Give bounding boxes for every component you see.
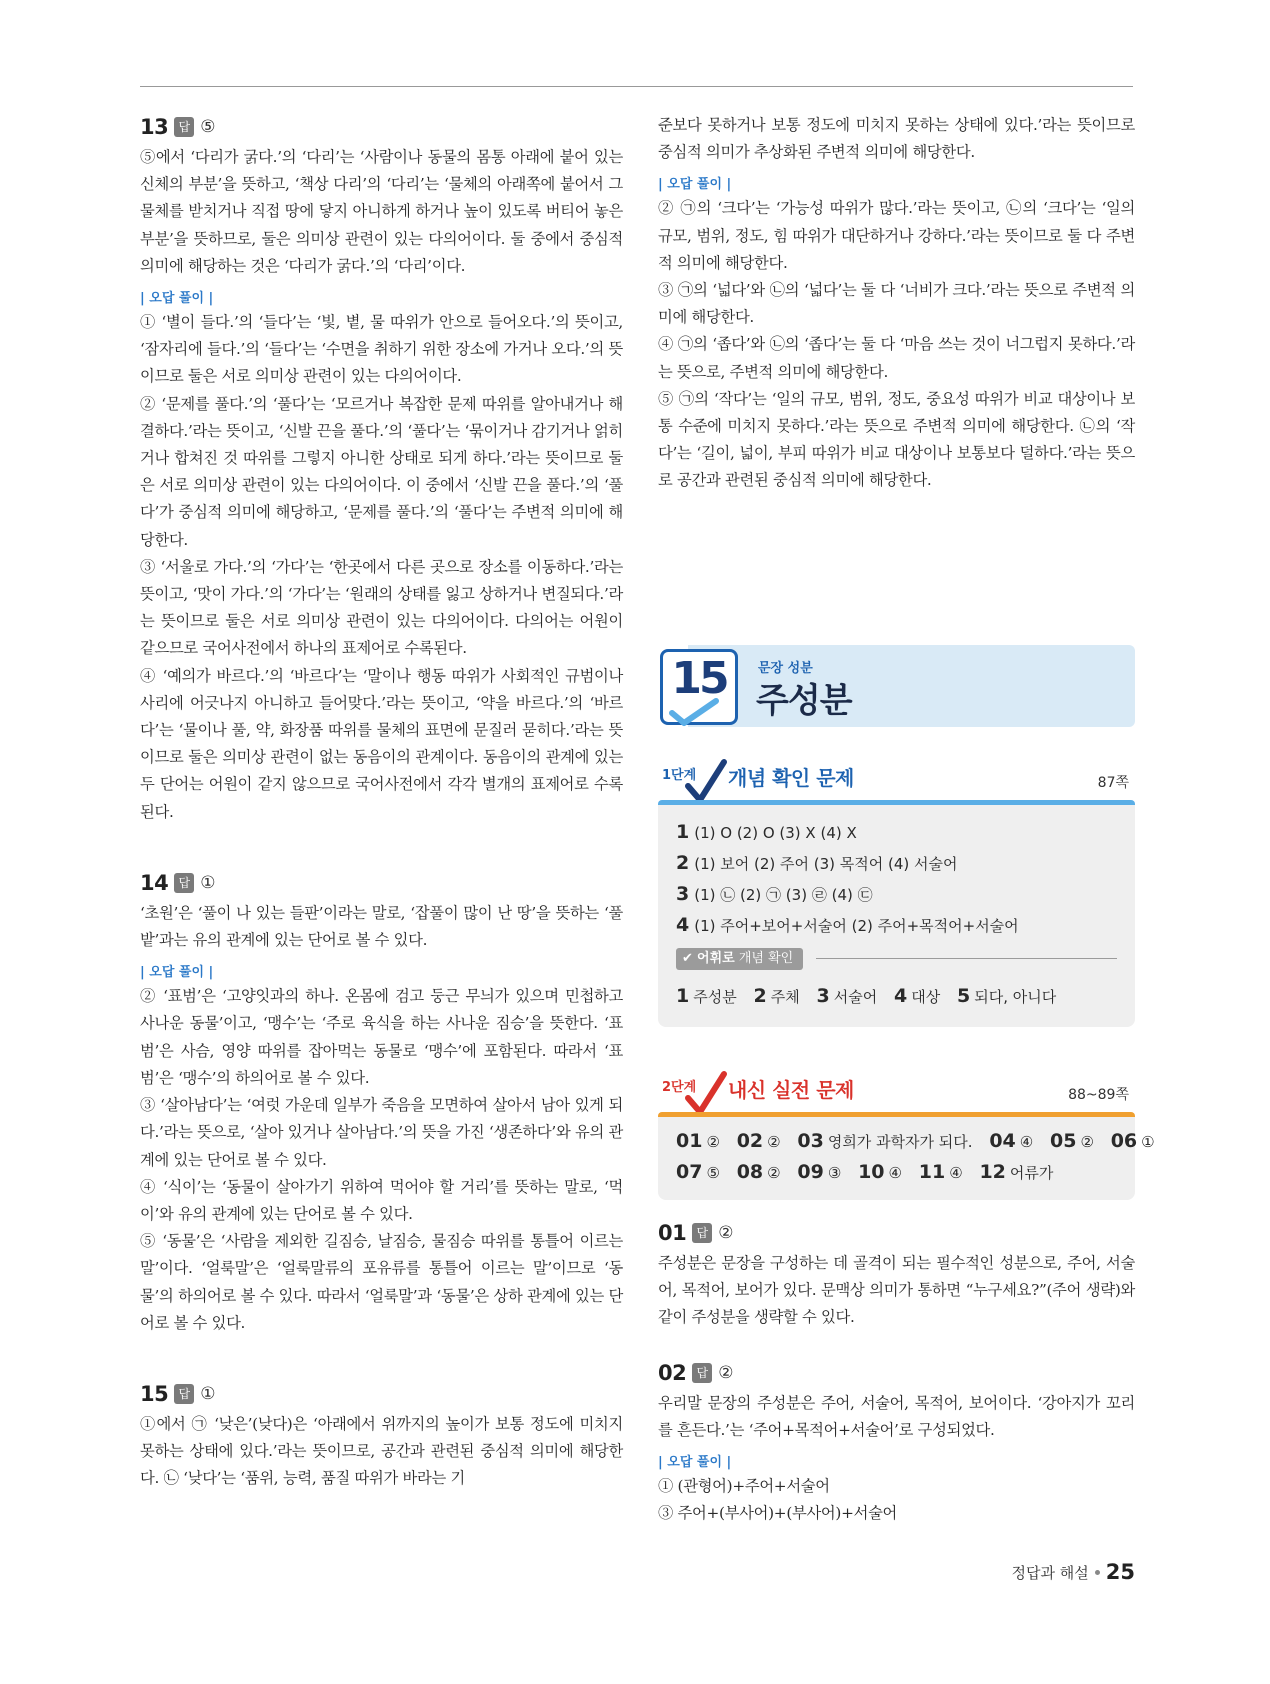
stage-title: 내신 실전 문제 (728, 1078, 854, 1102)
wrong-answer-item: ③ ‘서울로 가다.’의 ‘가다’는 ‘한곳에서 다른 곳으로 장소를 이동하다.’라는 뜻이고, ‘맛이 가다.’의 ‘가다’는 ‘원래의 상태를 잃고 상하거나 변질되다.’라는 뜻이므로 둘은 서로 의미상 관련이 있는 다의어이다. 다의어는 어원이 같으므로 국어사전에서 하나의 표제어로 수록된다. (140, 557, 623, 658)
right-column-bottom (658, 1218, 1135, 1527)
answer-line: 1 (1) O (2) O (3) X (4) X (676, 821, 857, 843)
wrong-answer-item: ② ‘문제를 풀다.’의 ‘풀다’는 ‘모르거나 복잡한 문제 따위를 알아내거나 해결하다.’라는 뜻이고, ‘신발 끈을 풀다.’의 ‘풀다’는 ‘묶이거나 감기거나 얽히거나 합쳐진 것 따위를 그렇지 아니한 상태로 되게 하다.’라는 뜻이므로 둘은 서로 의미상 관련이 있는 다의어이다. 이 중에서 ‘신발 끈을 풀다.’의 ‘풀다’가 중심적 의미에 해당하고, ‘문제를 풀다.’의 ‘풀다’는 주변적 의미에 해당한다. (140, 394, 623, 549)
section-number: 15 (671, 653, 727, 704)
stage-title: 개념 확인 문제 (728, 766, 854, 790)
footer-label: 정답과 해설 (1011, 1563, 1089, 1582)
explanation: ‘초원’은 ‘풀이 나 있는 들판’이라는 말로, ‘잡풀이 많이 난 땅’을 뜻하는 ‘풀밭’과는 유의 관계에 있는 단어로 볼 수 있다. (140, 903, 623, 950)
stage-2-answer-box (658, 1112, 1155, 1200)
vocab-answer-line: 1 주성분 2 주체 3 서술어 4 대상 5 되다, 아니다 (676, 985, 1057, 1007)
wrong-answer-item: ① (관형어)+주어+서술어 (658, 1477, 830, 1496)
answer-line: 2 (1) 보어 (2) 주어 (3) 목적어 (4) 서술어 (676, 852, 958, 874)
wrong-answer-item: ⑤ ㉠의 ‘작다’는 ‘일의 규모, 범위, 정도, 중요성 따위가 비교 대상이나 보통 수준에 미치지 못하다.’라는 뜻으로 주변적 의미에 해당한다. ㉡의 ‘작다’는 ‘길이, 넓이, 부피 따위가 비교 대상이나 보통보다 덜하다.’라는 뜻으로 공간과 관련된 중심적 의미에 해당한다. (658, 389, 1135, 490)
answer-value: ① (200, 872, 216, 893)
section-banner (658, 645, 1135, 727)
page-number: 25 (1105, 1560, 1135, 1584)
answer-line: 4 (1) 주어+보어+서술어 (2) 주어+목적어+서술어 (676, 914, 1019, 936)
explanation: ①에서 ㉠ ‘낮은’(낮다)은 ‘아래에서 위까지의 높이가 보통 정도에 미치지 못하는 상태에 있다.’라는 뜻이므로, 공간과 관련된 중심적 의미에 해당한다. ㉡ ‘낮다’는 ‘품위, 능력, 품질 따위가 바라는 기 (140, 1414, 623, 1488)
section-subtitle: 문장 성분 (758, 661, 813, 676)
check-circle-icon: ✔ (682, 951, 693, 966)
stage-2-header (658, 1070, 1135, 1114)
stage-label: 2단계 (662, 1080, 697, 1095)
page-reference: 87쪽 (1097, 775, 1129, 791)
answer-value: ⑤ (200, 117, 216, 137)
check-icon (668, 697, 720, 727)
question-15-header (140, 1379, 623, 1409)
wrong-answer-item: ④ ㉠의 ‘좁다’와 ㉡의 ‘좁다’는 둘 다 ‘마음 쓰는 것이 너그럽지 못하다.’라는 뜻으로, 주변적 의미에 해당한다. (658, 335, 1135, 381)
question-number: 02 (658, 1360, 687, 1385)
top-rule (140, 86, 1133, 87)
answer-badge: 답 (174, 117, 194, 137)
answer-badge: 답 (692, 1363, 712, 1383)
stage-label: 1단계 (662, 768, 697, 783)
wrong-answer-label: | 오답 풀이 | (140, 291, 214, 307)
explanation: 우리말 문장의 주성분은 주어, 서술어, 목적어, 보어이다. ‘강아지가 꼬리를 흔든다.’는 ‘주어+목적어+서술어’로 구성되었다. (658, 1393, 1135, 1439)
wrong-answer-item: ③ ㉠의 ‘넓다’와 ㉡의 ‘넓다’는 둘 다 ‘너비가 크다.’라는 뜻으로 주변적 의미에 해당한다. (658, 281, 1135, 327)
answer-line: 07 ⑤ 08 ② 09 ③ 10 ④ 11 ④ 12 어류가 (676, 1161, 1054, 1183)
wrong-answer-item: ③ ‘살아남다’는 ‘여럿 가운데 일부가 죽음을 모면하여 살아서 남아 있게 되다.’라는 뜻으로, ‘살아 있거나 살아남다.’의 뜻을 가진 ‘생존하다’와 유의 관계에 있는 단어로 볼 수 있다. (140, 1096, 623, 1169)
wrong-answer-item: ② ㉠의 ‘크다’는 ‘가능성 따위가 많다.’라는 뜻이고, ㉡의 ‘크다’는 ‘일의 규모, 범위, 정도, 힘 따위가 대단하거나 강하다.’라는 뜻이므로 둘 다 주변적 의미에 해당한다. (658, 199, 1135, 272)
answer-badge: 답 (692, 1223, 712, 1243)
wrong-answer-label: | 오답 풀이 | (658, 177, 732, 193)
wrong-answer-item: ④ ‘예의가 바르다.’의 ‘바르다’는 ‘말이나 행동 따위가 사회적인 규범이나 사리에 어긋나지 아니하고 들어맞다.’라는 뜻이고, ‘약을 바르다.’의 ‘바르다’는 ‘물이나 풀, 약, 화장품 따위를 물체의 표면에 문질러 묻히다.’라는 뜻이므로 둘은 의미상 관련이 없는 동음이의 관계이다. 동음이의 관계에 있는 두 단어는 어원이 같지 않으므로 국어사전에서 각각 별개의 표제어로 수록된다. (140, 666, 623, 821)
right-column (658, 112, 1135, 495)
page-footer (1012, 1560, 1135, 1584)
answer-badge: 답 (174, 873, 194, 893)
left-column (140, 112, 623, 1493)
wrong-answer-label: | 오답 풀이 | (140, 965, 214, 981)
explanation: 주성분은 문장을 구성하는 데 골격이 되는 필수적인 성분으로, 주어, 서술어, 목적어, 보어가 있다. 문맥상 의미가 통하면 “누구세요?”(주어 생략)와 같이 주성분을 생략할 수 있다. (658, 1254, 1135, 1327)
wrong-answer-item: ③ 주어+(부사어)+(부사어)+서술어 (658, 1504, 898, 1523)
question-01-header (658, 1218, 1135, 1248)
check-icon (684, 758, 728, 804)
answer-line: 3 (1) ㉡ (2) ㉠ (3) ㉣ (4) ㉢ (676, 883, 873, 905)
wrong-answer-label: | 오답 풀이 | (658, 1455, 732, 1471)
question-02-header (658, 1358, 1135, 1388)
answer-badge: 답 (174, 1384, 194, 1404)
section-title: 주성분 (756, 681, 852, 721)
vocab-rule (816, 958, 1117, 959)
explanation: ⑤에서 ‘다리가 굵다.’의 ‘다리’는 ‘사람이나 동물의 몸통 아래에 붙어 있는 신체의 부분’을 뜻하고, ‘책상 다리’의 ‘다리’는 ‘물체의 아래쪽에 붙어서 그 물체를 받치거나 직접 땅에 닿지 아니하게 하거나 높이 있도록 버티어 놓은 부분’을 뜻하므로, 둘은 의미상 관련이 있는 다의어이다. 둘 중에서 중심적 의미에 해당하는 것은 ‘다리가 굵다.’의 ‘다리’이다. (140, 148, 624, 275)
question-number: 15 (140, 1381, 169, 1406)
answer-line: 01 ② 02 ② 03 영희가 과학자가 되다. 04 ④ 05 ② 06 ① (676, 1130, 1155, 1152)
explanation-continued: 준보다 못하거나 보통 정도에 미치지 못하는 상태에 있다.’라는 뜻이므로 중심적 의미가 추상화된 주변적 의미에 해당한다. (658, 116, 1135, 162)
wrong-answer-item: ④ ‘식이’는 ‘동물이 살아가기 위하여 먹어야 할 거리’를 뜻하는 말로, ‘먹이’와 유의 관계에 있는 단어로 볼 수 있다. (140, 1177, 623, 1223)
vocab-header (676, 947, 1117, 981)
vocab-tag: ✔ 어휘로 개념 확인 (676, 948, 803, 970)
question-number: 14 (140, 870, 169, 895)
wrong-answer-item: ① ‘별이 들다.’의 ‘들다’는 ‘빛, 볕, 물 따위가 안으로 들어오다.’의 뜻이고, ‘잠자리에 들다.’의 ‘들다’는 ‘수면을 취하기 위한 장소에 가거나 오다.’의 뜻이므로 둘은 서로 의미상 관련이 있는 다의어이다. (140, 313, 623, 386)
question-number: 13 (140, 115, 169, 139)
stage-1-header (658, 758, 1135, 802)
answer-value: ② (718, 1223, 734, 1243)
stage-1-answer-box (658, 800, 1135, 1027)
wrong-answer-item: ② ‘표범’은 ‘고양잇과의 하나. 온몸에 검고 둥근 무늬가 있으며 민첩하고 사나운 동물’이고, ‘맹수’는 ‘주로 육식을 하는 사나운 짐승’을 뜻한다. ‘표범’은 사슴, 영양 따위를 잡아먹는 동물로 ‘맹수’에 포함된다. 따라서 ‘표범’은 ‘맹수’의 하의어로 볼 수 있다. (140, 987, 623, 1087)
question-number: 01 (658, 1221, 687, 1245)
answer-value: ② (718, 1362, 734, 1383)
question-13-header (140, 112, 623, 142)
footer-dot (1095, 1570, 1100, 1575)
answer-value: ① (200, 1383, 216, 1404)
question-14-header (140, 868, 623, 898)
check-icon (684, 1070, 728, 1116)
page-reference: 88~89쪽 (1068, 1087, 1129, 1103)
wrong-answer-item: ⑤ ‘동물’은 ‘사람을 제외한 길짐승, 날짐승, 물짐승 따위를 통틀어 이르는 말’이다. ‘얼룩말’은 ‘얼룩말류의 포유류를 통틀어 이르는 말’이므로 ‘동물’의 하의어로 볼 수 있다. 따라서 ‘얼룩말’과 ‘동물’은 상하 관계에 있는 단어로 볼 수 있다. (140, 1232, 623, 1332)
